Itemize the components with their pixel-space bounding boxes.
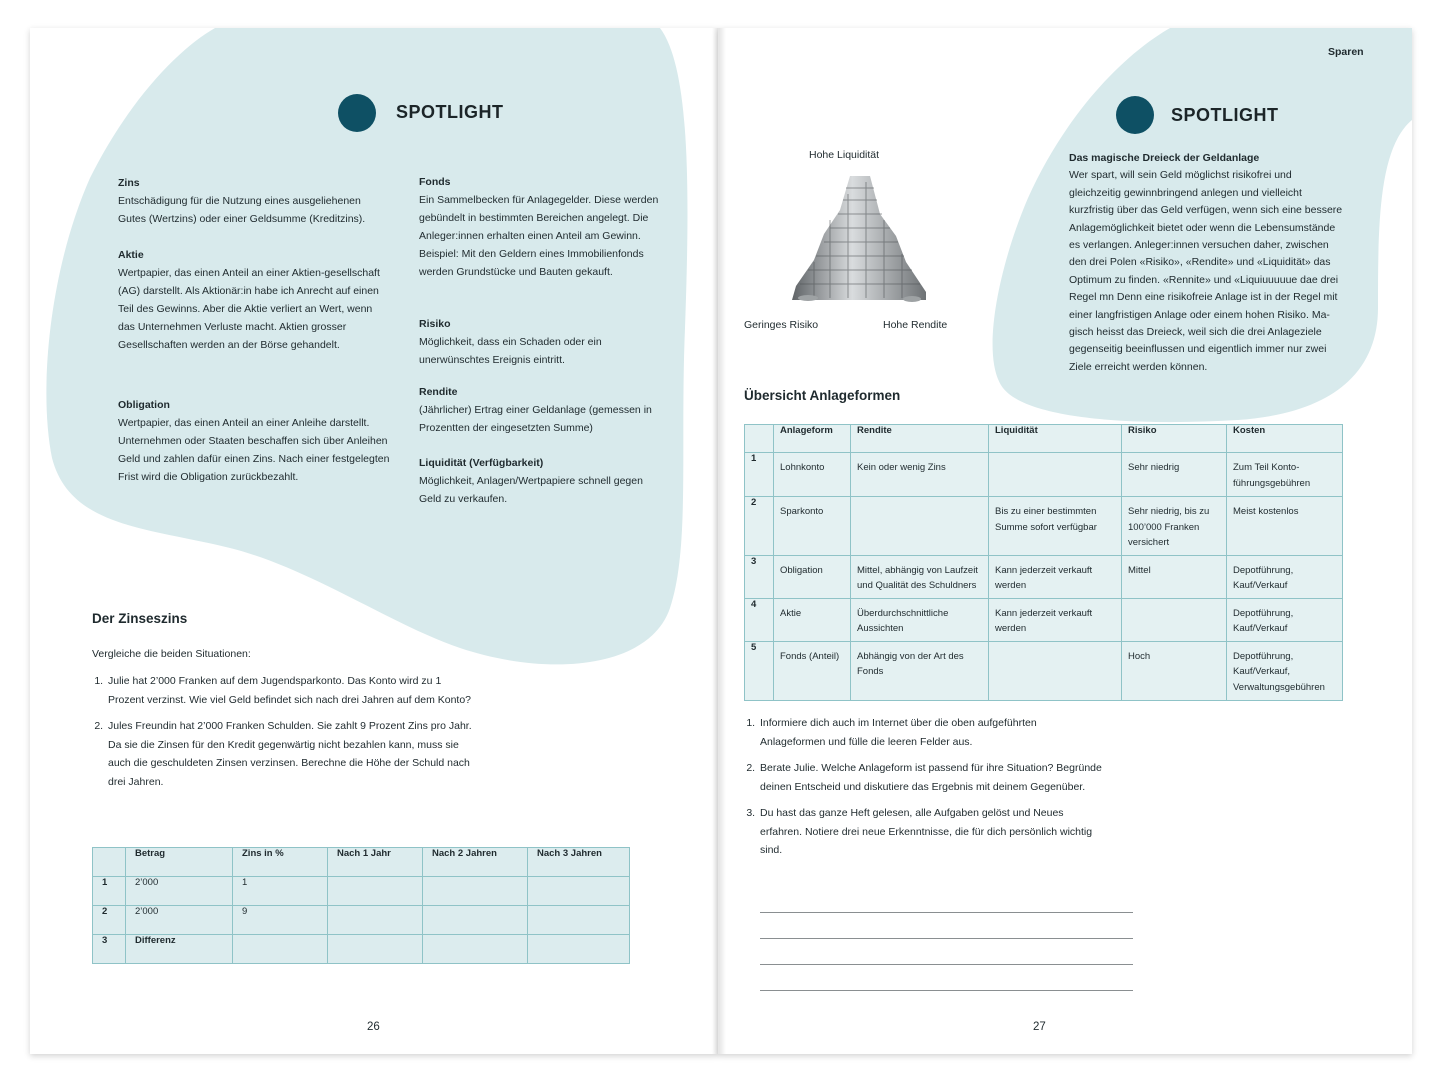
table-cell: 1 [233, 877, 328, 906]
term-body: Wertpapier, das einen Anteil an einer Anleihe darstellt. Unternehmen oder Staaten beschaffen sich über Anleihen Geld und zahlen dafür einen Zins. Nach einer festgelegten Frist wird die Obligation zurückbezahlt. [118, 417, 390, 483]
term-title: Zins [118, 177, 140, 189]
table-row [745, 641, 1343, 700]
left-page [30, 28, 718, 1054]
task-item: 1. Julie hat 2’000 Franken auf dem Jugendsparkonto. Das Konto wird zu 1 Prozent verzinst. Wie viel Geld befindet sich nach drei Jahren auf dem Konto? [106, 672, 478, 709]
table-cell: Sehr niedrig [1122, 453, 1227, 497]
table-header-cell [93, 848, 126, 877]
table-cell: Abhängig von der Art des Fonds [851, 641, 989, 700]
table-cell: 3 [745, 555, 774, 598]
answer-line[interactable] [760, 912, 1133, 913]
zinseszins-task-list [92, 672, 478, 799]
table-cell: Sparkonto [774, 497, 851, 556]
table-cell: 2’000 [126, 906, 233, 935]
answer-line[interactable] [760, 964, 1133, 965]
task-item: 3. Du hast das ganze Heft gelesen, alle Aufgaben gelöst und Neues erfahren. Notiere drei neue Erkenntnisse, die für dich persönlich wichtig sind. [758, 804, 1103, 860]
table-cell: Aktie [774, 598, 851, 641]
term-body: Möglichkeit, dass ein Schaden oder ein unerwünschtes Ereignis eintritt. [419, 336, 602, 366]
table-cell-input[interactable] [328, 935, 423, 964]
table-header-row [93, 848, 630, 877]
term-title: Fonds [419, 176, 451, 188]
table-header-cell: Betrag [126, 848, 233, 877]
table-cell: 2 [93, 906, 126, 935]
term-body: Entschädigung für die Nutzung eines ausgeliehenen Gutes (Wertzins) oder einer Geldsumme (Kreditzins). [118, 195, 366, 225]
table-cell: Lohnkonto [774, 453, 851, 497]
table-cell: Kein oder wenig Zins [851, 453, 989, 497]
table-cell-input[interactable] [423, 935, 528, 964]
table-cell-input[interactable] [233, 935, 328, 964]
table-cell: Sehr niedrig, bis zu 100’000 Franken versichert [1122, 497, 1227, 556]
table-header-cell: Liquidität [989, 425, 1122, 453]
table-cell-input[interactable] [989, 641, 1122, 700]
section-heading-overview: Übersicht Anlageformen [744, 388, 901, 403]
overview-task-list [744, 714, 1103, 868]
term-title: Risiko [419, 318, 451, 330]
term-body: (Jährlicher) Ertrag einer Geldanlage (gemessen in Prozentten der eingesetzten Summe) [419, 404, 652, 434]
task-item: 1. Informiere dich auch im Internet über die oben aufgeführten Anlageformen und fülle die leeren Felder aus. [758, 714, 1103, 751]
table-header-cell: Risiko [1122, 425, 1227, 453]
table-cell: Depotführung, Kauf/Verkauf [1227, 598, 1343, 641]
table-cell-input[interactable] [989, 453, 1122, 497]
spotlight-dot-icon [338, 94, 376, 132]
table-cell-input[interactable] [851, 497, 989, 556]
term-liquiditaet [419, 454, 659, 508]
term-fonds [419, 173, 674, 281]
book-gutter [712, 28, 726, 1054]
page-number: 27 [1033, 1021, 1046, 1033]
table-cell: Zum Teil Konto-führungsgebühren [1227, 453, 1343, 497]
table-row [745, 598, 1343, 641]
zinseszins-intro: Vergleiche die beiden Situationen: [92, 648, 251, 660]
table-row [93, 906, 630, 935]
zinseszins-table [92, 847, 630, 964]
right-page [718, 28, 1412, 1054]
table-row [745, 453, 1343, 497]
table-cell: 4 [745, 598, 774, 641]
page-number: 26 [367, 1021, 380, 1033]
term-rendite [419, 383, 669, 437]
table-row [93, 935, 630, 964]
spotlight-body: Wer spart, will sein Geld möglichst risikofrei und gleichzeitig gewinnbringend anlegen und vielleicht kurzfristig über das Geld verfügen, wenn sich eine bessere Anlagemöglichkeit bietet oder wenn die Lebensumstände es verlangen. Anleger:innen versuchen daher, zwischen den drei Polen «Risiko», «Rendite» und «Liquidität» das Optimum zu finden. «Rennite» und «Liquiuuuuue dae drei Regel mn Denn eine risikofreie Anlage ist in der Regel mit einer langfristigen Anlage oder einem hohen Risiko. Ma-gisch heisst das Dreieck, weil sich die drei Anlageziele gegenseitig beeinflussen und eigentlich immer nur zwei Ziele erreicht werden können. [1069, 169, 1343, 373]
term-title: Rendite [419, 386, 458, 398]
table-header-cell: Anlageform [774, 425, 851, 453]
table-cell: Kann jederzeit verkauft werden [989, 555, 1122, 598]
table-cell-input[interactable] [328, 877, 423, 906]
term-title: Aktie [118, 249, 144, 261]
spotlight-heading: Das magische Dreieck der Geldanlage [1069, 152, 1260, 164]
term-zins [118, 174, 388, 228]
term-aktie [118, 246, 380, 354]
table-header-cell: Rendite [851, 425, 989, 453]
table-cell: 1 [745, 453, 774, 497]
table-cell: Überdurchschnittliche Aussichten [851, 598, 989, 641]
table-cell: Depotführung, Kauf/Verkauf, Verwaltungsgebühren [1227, 641, 1343, 700]
table-cell-input[interactable] [528, 935, 630, 964]
term-obligation [118, 396, 393, 486]
triangle-label-right: Hohe Rendite [883, 319, 948, 331]
term-body: Möglichkeit, Anlagen/Wertpapiere schnell gegen Geld zu verkaufen. [419, 475, 643, 505]
term-title: Liquidität (Verfügbarkeit) [419, 457, 544, 469]
table-cell-input[interactable] [528, 877, 630, 906]
table-cell: Fonds (Anteil) [774, 641, 851, 700]
term-risiko [419, 315, 659, 369]
term-title: Obligation [118, 399, 170, 411]
table-cell: 2’000 [126, 877, 233, 906]
table-cell: Kann jederzeit verkauft werden [989, 598, 1122, 641]
answer-line[interactable] [760, 990, 1133, 991]
coin-pile-icon [788, 174, 930, 304]
table-header-cell: Zins in % [233, 848, 328, 877]
table-cell: Differenz [126, 935, 233, 964]
spotlight-title: SPOTLIGHT [396, 102, 504, 122]
spotlight-title: SPOTLIGHT [1171, 105, 1279, 125]
table-header-cell: Kosten [1227, 425, 1343, 453]
table-cell-input[interactable] [328, 906, 423, 935]
section-heading-zinseszins: Der Zinseszins [92, 611, 188, 626]
table-header-cell [745, 425, 774, 453]
table-cell: 9 [233, 906, 328, 935]
triangle-label-top: Hohe Liquidität [809, 149, 880, 161]
table-cell: Depotführung, Kauf/Verkauf [1227, 555, 1343, 598]
task-item: 2. Berate Julie. Welche Anlageform ist passend für ihre Situation? Begründe deinen Entscheid und diskutiere das Ergebnis mit deinem Gegenüber. [758, 759, 1103, 796]
triangle-label-left: Geringes Risiko [744, 319, 819, 331]
table-cell-input[interactable] [528, 906, 630, 935]
table-header-cell: Nach 1 Jahr [328, 848, 423, 877]
spotlight-dot-icon [1116, 96, 1154, 134]
table-cell: 5 [745, 641, 774, 700]
table-cell: Bis zu einer bestimmten Summe sofort verfügbar [989, 497, 1122, 556]
table-cell: 3 [93, 935, 126, 964]
table-cell: Mittel [1122, 555, 1227, 598]
table-cell-input[interactable] [1122, 598, 1227, 641]
table-cell-input[interactable] [423, 906, 528, 935]
table-header-cell: Nach 3 Jahren [528, 848, 630, 877]
table-cell: Hoch [1122, 641, 1227, 700]
table-cell: 2 [745, 497, 774, 556]
table-header-row [745, 425, 1343, 453]
table-cell: Mittel, abhängig von Laufzeit und Qualität des Schuldners [851, 555, 989, 598]
table-cell: Meist kostenlos [1227, 497, 1343, 556]
table-cell: 1 [93, 877, 126, 906]
table-header-cell: Nach 2 Jahren [423, 848, 528, 877]
spotlight-text-block [1069, 150, 1344, 376]
overview-table [744, 424, 1343, 701]
table-row [745, 497, 1343, 556]
term-body: Ein Sammelbecken für Anlagegelder. Diese werden gebündelt in bestimmten Bereichen angelegt. Die Anleger:innen erhalten einen Anteil am Gewinn. Beispiel: Mit den Geldern eines Immobilienfonds werden Grundstücke und Bauten gekauft. [419, 194, 659, 278]
task-item: 2. Jules Freundin hat 2’000 Franken Schulden. Sie zahlt 9 Prozent Zins pro Jahr. Da sie die Zinsen für den Kredit gegenwärtig nicht bezahlen kann, muss sie auch die geschuldeten Zinsen verzinsen. Berechne die Höhe der Schuld nach drei Jahren. [106, 717, 478, 791]
table-cell-input[interactable] [423, 877, 528, 906]
table-row [93, 877, 630, 906]
term-body: Wertpapier, das einen Anteil an einer Aktien-gesellschaft (AG) darstellt. Als Aktionär:in habe ich Anrecht auf einen Teil des Gewinns. Aber die Aktie verliert an Wert, wenn das Unternehmen Verluste macht. Aktien grosser Gesellschaften werden an der Börse gehandelt. [118, 267, 380, 351]
table-row [745, 555, 1343, 598]
answer-line[interactable] [760, 938, 1133, 939]
header-section-label: Sparen [1328, 46, 1364, 58]
table-cell: Obligation [774, 555, 851, 598]
